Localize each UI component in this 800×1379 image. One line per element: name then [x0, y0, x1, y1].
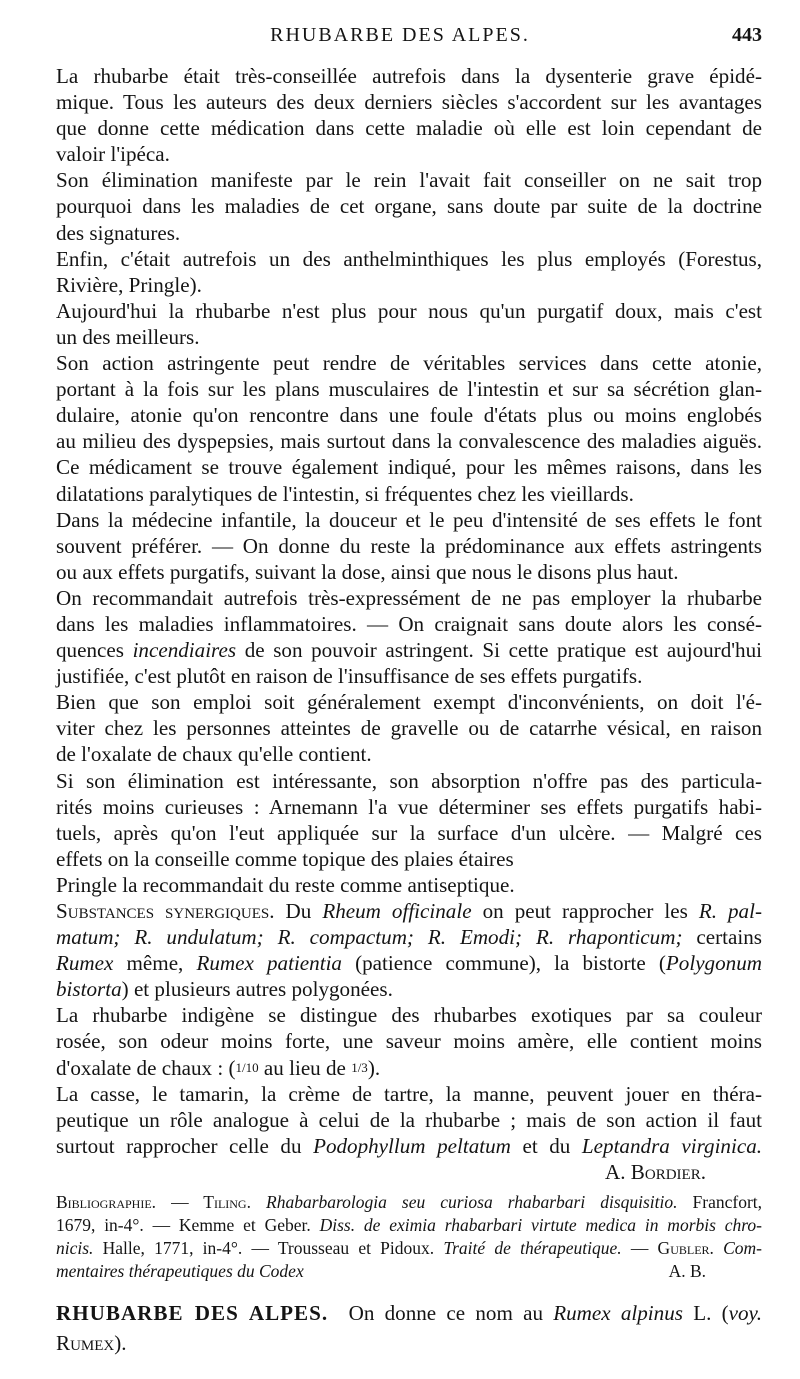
entry-line — [56, 1298, 762, 1328]
text-run: de son pouvoir astringent. Si cette pratique est aujourd'hui — [244, 638, 763, 663]
bib-label: Bibliographie. — [56, 1192, 157, 1212]
body-line: viter chez les personnes atteintes de gravelle ou de catarrhe vésical, en raison — [56, 716, 762, 741]
body-line: Rivière, Pringle). — [56, 272, 202, 297]
text-run: d'oxalate de chaux : ( — [56, 1055, 236, 1080]
species-name: Rumex patientia — [196, 951, 342, 976]
body-line: rosée, son odeur moins forte, une saveur moins amère, elle contient moins — [56, 1029, 762, 1054]
body-line: tuels, après qu'on l'eut appliquée sur la surface d'un ulcère. — Malgré ces — [56, 820, 762, 845]
bibliography — [56, 1191, 762, 1283]
species-name: Rumex — [56, 951, 114, 976]
entry-headword: RHUBARBE DES ALPES. — [56, 1301, 329, 1325]
body-line: un des meilleurs. — [56, 324, 200, 349]
body-line: que donne cette médication dans cette maladie où elle est loin cependant de — [56, 116, 762, 141]
body-line: mique. Tous les auteurs des deux derniers siècles s'accordent sur les avantages — [56, 90, 762, 115]
cross-ref-link[interactable]: Rumex — [56, 1331, 115, 1355]
body-line: Enfin, c'était autrefois un des anthelminthiques les plus employés (Forestus, — [56, 246, 762, 271]
author-signature: A. Bordier. — [605, 1159, 706, 1184]
body-line: Bien que son emploi soit généralement exempt d'inconvénients, on doit l'é- — [56, 690, 762, 715]
body-line: peutique un rôle analogue à celui de la rhubarbe ; mais de son action il faut — [56, 1107, 762, 1132]
fraction: 1/10 — [235, 1059, 259, 1075]
cross-ref-marker: voy. — [728, 1301, 763, 1325]
body-line: dilatations paralytiques de l'intestin, si fréquentes chez les vieillards. — [56, 481, 634, 506]
bib-title: mentaires thérapeutiques du Codex — [56, 1261, 304, 1281]
text-run: et du — [522, 1133, 571, 1158]
body-line: justifiée, c'est plutôt en raison de l'insuffisance de ses effets purgatifs. — [56, 664, 643, 689]
body-line: On recommandait autrefois très-expressément de ne pas employer la rhubarbe — [56, 585, 762, 610]
body-line: portant à la fois sur les plans musculaires de l'intestin et sur sa sécrétion glan- — [56, 377, 762, 402]
body-line: Si son élimination est intéressante, son absorption n'offre pas des particula- — [56, 768, 762, 793]
body-line: rités moins curieuses : Arnemann l'a vue déterminer ses effets purgatifs habi- — [56, 794, 762, 819]
text-run: ) et plusieurs autres polygonées. — [121, 977, 393, 1002]
bib-line — [56, 1191, 762, 1214]
body-line — [56, 924, 762, 950]
body-line: dulaire, atonie qu'on rencontre dans une foule d'états plus ou moins englobés — [56, 403, 762, 428]
species-name: Rumex alpinus — [553, 1301, 683, 1325]
body-line: La rhubarbe indigène se distingue des rhubarbes exotiques par sa couleur — [56, 1003, 762, 1028]
entry-line — [56, 1328, 762, 1358]
body-line — [56, 1133, 762, 1159]
species-name: Polygonum — [665, 951, 762, 976]
body-line: Aujourd'hui la rhubarbe n'est plus pour nous qu'un purgatif doux, mais c'est — [56, 298, 762, 323]
text-run: surtout rapprocher celle du — [56, 1133, 302, 1158]
text-run: quences — [56, 638, 124, 663]
body-line: Son élimination manifeste par le rein l'avait fait conseiller on ne sait trop — [56, 168, 762, 193]
text-run: Du — [285, 899, 312, 923]
text-run: — Gubler. — [630, 1238, 714, 1258]
species-list: matum; R. undulatum; R. compactum; R. Emodi; R. rhaponticum; — [56, 925, 683, 950]
body-line — [56, 1055, 762, 1081]
text-run: on peut rapprocher les — [482, 899, 688, 923]
page-header — [0, 24, 800, 54]
italic-term: incendiaires — [132, 638, 237, 663]
dictionary-entry — [56, 1298, 762, 1358]
body-line — [56, 950, 762, 976]
text-run: — Tiling. — [171, 1192, 251, 1212]
bib-initials: A. B. — [668, 1261, 706, 1281]
text-run: 1679, in-4°. — Kemme et Geber. — [56, 1215, 311, 1235]
text-run: Francfort, — [692, 1192, 763, 1212]
article-body — [56, 63, 762, 1185]
body-line: La rhubarbe était très-conseillée autrefois dans la dysenterie grave épidé- — [56, 64, 762, 88]
bib-line — [56, 1237, 762, 1260]
body-line: au milieu des dyspepsies, mais surtout dans la convalescence des maladies aiguës. — [56, 429, 762, 454]
page-number: 443 — [732, 24, 762, 46]
species-name: R. pal- — [698, 899, 762, 923]
section-label: Substances synergiques. — [56, 899, 275, 923]
body-line: Ce médicament se trouve également indiqué, pour les mêmes raisons, dans les — [56, 455, 762, 480]
text-run: On donne ce nom au — [348, 1301, 543, 1325]
body-line: ou aux effets purgatifs, suivant la dose, ainsi que nous le disons plus haut. — [56, 559, 679, 584]
body-line: Dans la médecine infantile, la douceur et le peu d'intensité de ses effets le font — [56, 507, 762, 532]
species-name: bistorta — [56, 977, 122, 1002]
species-name: Podophyllum peltatum — [313, 1133, 511, 1158]
text-run: ). — [114, 1331, 127, 1355]
body-line: souvent préférer. — On donne du reste la prédominance aux effets astringents — [56, 533, 762, 558]
fraction: 1/3 — [351, 1059, 368, 1075]
bib-title: Rhabarbarologia seu curiosa rhabarbari disquisitio. — [266, 1192, 678, 1212]
text-run: L. ( — [693, 1301, 729, 1325]
species-name: Leptandra virginica. — [581, 1133, 763, 1158]
body-line: La casse, le tamarin, la crème de tartre, la manne, peuvent jouer en théra- — [56, 1081, 762, 1106]
body-line — [56, 976, 762, 1002]
body-line — [56, 898, 762, 924]
text-run: (patience commune), la bistorte ( — [355, 951, 666, 976]
bib-line — [56, 1260, 762, 1283]
body-line: de l'oxalate de chaux qu'elle contient. — [56, 742, 372, 767]
bib-title: Traité de thérapeutique. — [443, 1238, 622, 1258]
species-name: Rheum officinale — [322, 899, 472, 923]
bib-title: nicis. — [56, 1238, 94, 1258]
running-title: RHUBARBE DES ALPES. — [270, 24, 530, 46]
bib-line — [56, 1214, 762, 1237]
body-line: pourquoi dans les maladies de cet organe, sans doute par suite de la doctrine — [56, 194, 762, 219]
body-line: dans les maladies inflammatoires. — On craignait sans doute alors les consé- — [56, 611, 762, 636]
body-line: valoir l'ipéca. — [56, 142, 170, 167]
bib-title: Com- — [723, 1238, 762, 1258]
body-line: effets on la conseille comme topique des plaies étaires — [56, 846, 514, 871]
text-run: au lieu de — [258, 1055, 352, 1080]
text-run: certains — [696, 925, 762, 950]
text-run: même, — [126, 951, 184, 976]
body-line — [56, 637, 762, 663]
body-line: des signatures. — [56, 220, 181, 245]
text-run: ). — [367, 1055, 381, 1080]
body-line: Pringle la recommandait du reste comme antiseptique. — [56, 872, 515, 897]
body-line: Son action astringente peut rendre de véritables services dans cette atonie, — [56, 351, 762, 376]
text-run: Halle, 1771, in-4°. — Trousseau et Pidoux. — [102, 1238, 435, 1258]
bib-title: Diss. de eximia rhabarbari virtute medica in morbis chro- — [319, 1215, 763, 1235]
